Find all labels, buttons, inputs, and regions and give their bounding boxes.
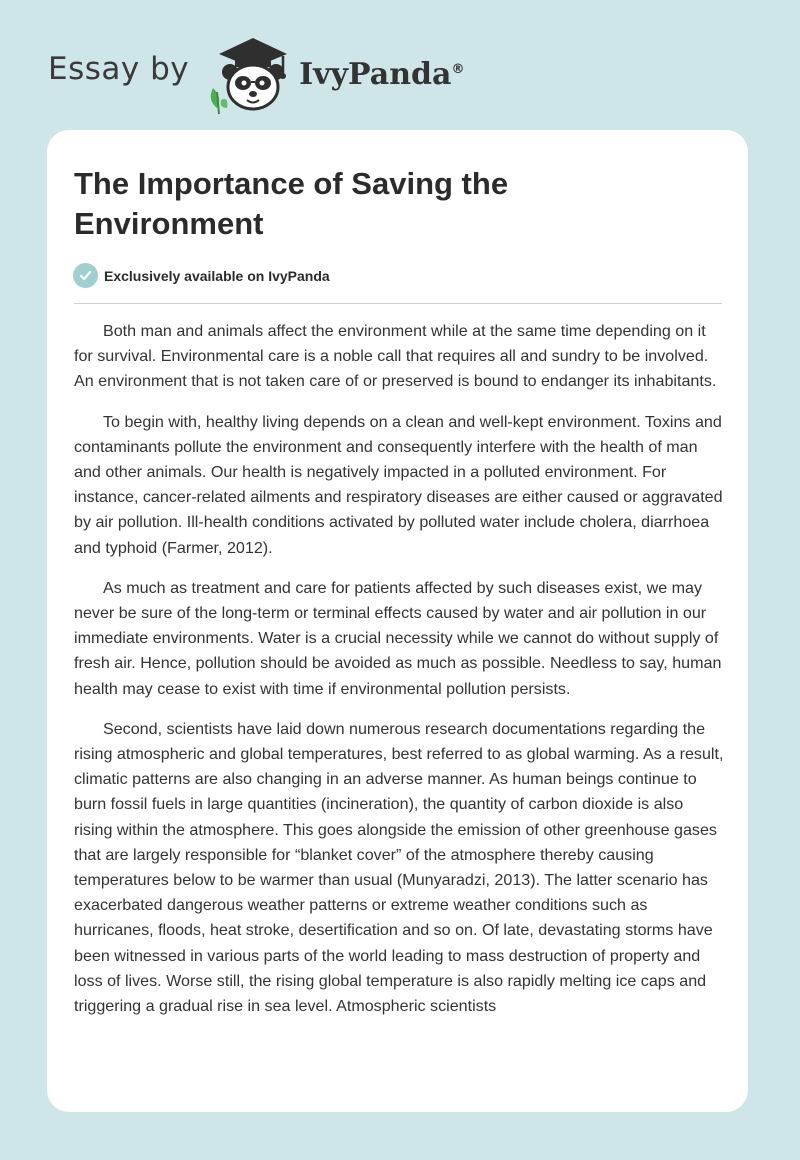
divider [74,303,722,304]
essay-card [47,130,748,1112]
site-header [48,30,464,114]
paragraph: As much as treatment and care for patients affected by such diseases exist, we may never be sure of the long-term or terminal effects caused by water and air pollution in our immediate environments. Water is a crucial necessity while we cannot do without supply of fresh air. Hence, pollution should be avoided as much as possible. Needless to say, human health may cease to exist with time if environmental pollution persists. [74,578,722,698]
brand-name: IvyPanda® [299,56,465,92]
paragraph: Second, scientists have laid down numerous research documentations regarding the rising atmospheric and global temperatures, best referred to as global warming. As a result, climatic patterns are also changing in an adverse manner. As human beings continue to burn fossil fuels in large quantities (incineration), the quantity of carbon dioxide is also rising within the atmosphere. This goes alongside the emission of other greenhouse gases that are largely responsible for “blanket cover” of the atmosphere thereby causing temperatures below to be warmer than usual (Munyaradzi, 2013). The latter scenario has exacerbated dangerous weather patterns or extreme weather conditions such as hurricanes, floods, heat stroke, desertification and so on. Of late, devastating storms have been witnessed in various parts of the world leading to mass destruction of property and loss of lives. Worse still, the rising global temperature is also rapidly melting ice caps and triggering a gradual rise in sea level. Atmospheric scientists [74,719,724,1016]
panda-mascot-icon [203,30,295,114]
exclusive-badge [73,263,330,288]
essay-body [74,319,724,1034]
essay-by-label: Essay by [48,51,190,87]
page-title: The Importance of Saving the Environment [74,166,509,241]
paragraph: Both man and animals affect the environment while at the same time depending on it for survival. Environmental care is a noble call that requires all and sundry to be involved. An environment that is not taken care of or preserved is bound to endanger its inhabitants. [74,322,717,391]
ivypanda-logo[interactable] [203,30,464,114]
paragraph: To begin with, healthy living depends on a clean and well-kept environment. Toxins and contaminants pollute the environment and consequently interfere with the health of man and other animals. Our health is negatively impacted in a polluted environment. For instance, cancer-related ailments and respiratory diseases are either caused or aggravated by air pollution. Ill-health conditions activated by polluted water include cholera, diarrhoea and typhoid (Farmer, 2012). [74,412,723,557]
badge-label: Exclusively available on IvyPanda [104,267,330,284]
check-icon [73,263,98,288]
